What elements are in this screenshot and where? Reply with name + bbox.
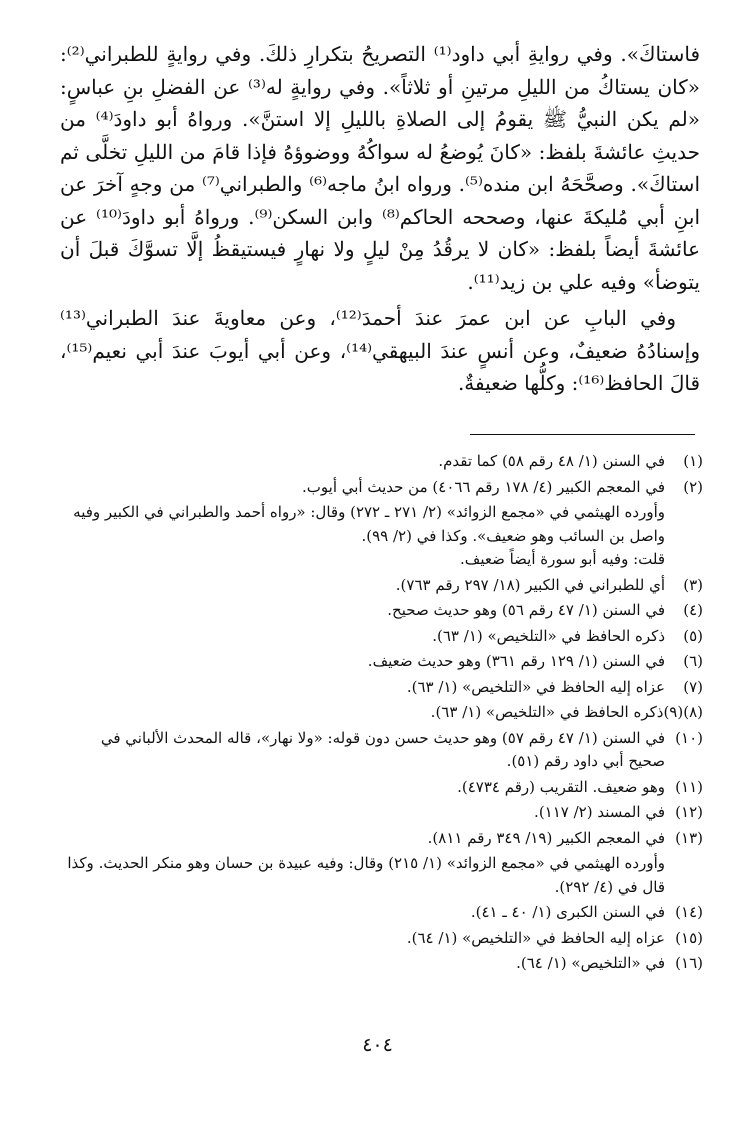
footnote-text bbox=[60, 827, 665, 900]
footnote-text bbox=[60, 952, 665, 976]
footnote-line: قلت: وفيه أبو سورة أيضاً ضعيف. bbox=[460, 550, 665, 568]
footnote-text bbox=[60, 901, 665, 925]
footnote-13 bbox=[60, 827, 703, 900]
footnote-line: في المسند (٢/ ١١٧). bbox=[534, 803, 665, 821]
footnote-line: وأورده الهيثمي في «مجمع الزوائد» (٢/ ٢٧١ ـ ٢٧٢) وقال: «رواه أحمد والطبراني في الكبير وفيه واصل بن السائب وهو ضعيف». وكذا في (٢/ ٩٩). bbox=[73, 503, 665, 545]
footnote-number: (٣) bbox=[683, 575, 703, 594]
footnote-text bbox=[60, 650, 665, 674]
footnote-text bbox=[60, 927, 665, 951]
footnote-number: (١٦) bbox=[675, 954, 703, 972]
footnote-line: في المعجم الكبير (٤/ ١٧٨ رقم ٤٠٦٦) من حديث أبي أيوب. bbox=[302, 477, 665, 496]
footnote-line: ذكره الحافظ في «التلخيص» (١/ ٦٣). bbox=[430, 703, 664, 721]
footnote-7 bbox=[60, 676, 703, 700]
footnote-16 bbox=[60, 952, 703, 976]
footnote-line: في السنن (١/ ١٢٩ رقم ٣٦١) وهو حديث ضعيف. bbox=[367, 652, 665, 670]
footnote-number: (٧) bbox=[683, 677, 703, 696]
footnote-number: (٦) bbox=[683, 652, 703, 670]
footnote-4 bbox=[60, 599, 703, 623]
footnote-text bbox=[60, 727, 665, 774]
main-paragraph-2: وفي البابِ عن ابن عمرَ عندَ أحمدَ⁽¹²⁾، وعن معاويةَ عندَ الطبراني⁽¹³⁾ وإسنادُهُ ضعيفٌ، وعن أنسٍ عندَ البيهقي⁽¹⁴⁾، وعن أبي أيوبَ عندَ أبي نعيم⁽¹⁵⁾، قالَ الحافظ⁽¹⁶⁾: وكلُّها ضعيفةٌ. bbox=[60, 306, 700, 395]
footnote-11 bbox=[60, 776, 703, 800]
footnote-line: في السنن (١/ ٤٨ رقم ٥٨) كما تقدم. bbox=[438, 452, 665, 470]
footnote-1 bbox=[60, 450, 703, 474]
footnote-line: في «التلخيص» (١/ ٦٤). bbox=[516, 954, 665, 972]
footnote-6 bbox=[60, 650, 703, 674]
footnote-line: وأورده الهيثمي في «مجمع الزوائد» (١/ ٢١٥) وقال: وفيه عبيدة بن حسان وهو منكر الحديث. وكذا قال في (٤/ ٢٩٢). bbox=[67, 854, 665, 896]
footnote-10 bbox=[60, 727, 703, 774]
footnote-line: في السنن (١/ ٤٧ رقم ٥٦) وهو حديث صحيح. bbox=[387, 601, 665, 619]
footnote-number: (١٥) bbox=[675, 928, 703, 947]
footnote-5 bbox=[60, 625, 703, 649]
footnote-number: (١) bbox=[683, 452, 703, 470]
main-text bbox=[60, 38, 700, 400]
footnote-2 bbox=[60, 476, 703, 572]
footnote-text bbox=[60, 574, 665, 598]
footnote-number: (١٢) bbox=[675, 803, 703, 821]
footnote-number: (١١) bbox=[675, 777, 703, 796]
footnote-line: في المعجم الكبير (١٩/ ٣٤٩ رقم ٨١١). bbox=[427, 828, 665, 847]
footnote-number: (٤) bbox=[683, 601, 703, 619]
footnote-line: عزاه إليه الحافظ في «التلخيص» (١/ ٦٤). bbox=[406, 928, 665, 947]
footnote-8-9 bbox=[60, 701, 703, 725]
main-paragraph-1: فاستاكَ». وفي روايةِ أبي داود⁽¹⁾ التصريحُ بتكرارِ ذلكَ. وفي روايةٍ للطبراني⁽²⁾: «كان يستاكُ من الليلِ مرتينِ أو ثلاثاً». وفي روايةٍ له⁽³⁾ عن الفضلِ بنِ عباسٍ: «لم يكن النبيُّ ﷺ يقومُ إلى الصلاةِ بالليلِ إلا استنَّ». ورواهُ أبو داودَ⁽⁴⁾ من حديثِ عائشةَ بلفظ: «كانَ يُوضعُ له سواكُهُ ووضوؤهُ فإذا قامَ من الليلِ تخلَّى ثم استاكَ». وصحَّحَهُ ابن منده⁽⁵⁾. ورواه ابنُ ماجه⁽⁶⁾ والطبراني⁽⁷⁾ من وجهٍ آخرَ عن ابنِ أبي مُليكةَ عنها، وصححه الحاكم⁽⁸⁾ وابن السكن⁽⁹⁾. ورواهُ أبو داودَ⁽¹⁰⁾ عن عائشةَ أيضاً بلفظ: «كان لا يرقُدُ مِنْ ليلٍ ولا نهارٍ فيستيقظُ إلَّا تسوَّكَ قبلَ أن يتوضأ» وفيه علي بن زيد⁽¹¹⁾. bbox=[60, 42, 701, 294]
footnote-text bbox=[60, 776, 665, 800]
main-text-block bbox=[60, 38, 700, 400]
footnote-line: في السنن الكبرى (١/ ٤٠ ـ ٤١). bbox=[470, 903, 665, 921]
footnote-text bbox=[60, 801, 665, 825]
footnote-3 bbox=[60, 574, 703, 598]
footnote-line: ذكره الحافظ في «التلخيص» (١/ ٦٣). bbox=[432, 626, 665, 645]
footnote-text bbox=[60, 676, 665, 700]
footnote-number: (٥) bbox=[683, 626, 703, 645]
footnote-number: (٨)(٩) bbox=[663, 703, 703, 721]
footnote-text bbox=[60, 450, 665, 474]
page-number: ٤٠٤ bbox=[362, 1034, 393, 1056]
footnote-15 bbox=[60, 927, 703, 951]
footnote-text bbox=[60, 476, 665, 572]
footnote-text bbox=[60, 701, 663, 725]
footnote-12 bbox=[60, 801, 703, 825]
footnote-divider bbox=[470, 434, 695, 435]
footnote-number: (١٣) bbox=[675, 828, 703, 847]
footnote-number: (١٠) bbox=[675, 728, 703, 747]
footnote-line: عزاه إليه الحافظ في «التلخيص» (١/ ٦٣). bbox=[406, 677, 665, 696]
footnote-line: وهو ضعيف. التقريب (رقم ٤٧٣٤). bbox=[457, 777, 665, 796]
footnotes bbox=[60, 450, 703, 978]
footnote-number: (٢) bbox=[683, 477, 703, 496]
footnote-line: في السنن (١/ ٤٧ رقم ٥٧) وهو حديث حسن دون قوله: «ولا نهار»، قاله المحدث الألباني في صحيح أبي داود رقم (٥١). bbox=[100, 728, 665, 770]
footnote-line: أي للطبراني في الكبير (١٨/ ٢٩٧ رقم ٧٦٣). bbox=[395, 575, 665, 594]
footnote-number: (١٤) bbox=[675, 903, 703, 921]
footnote-text bbox=[60, 599, 665, 623]
footnote-text bbox=[60, 625, 665, 649]
footnote-14 bbox=[60, 901, 703, 925]
